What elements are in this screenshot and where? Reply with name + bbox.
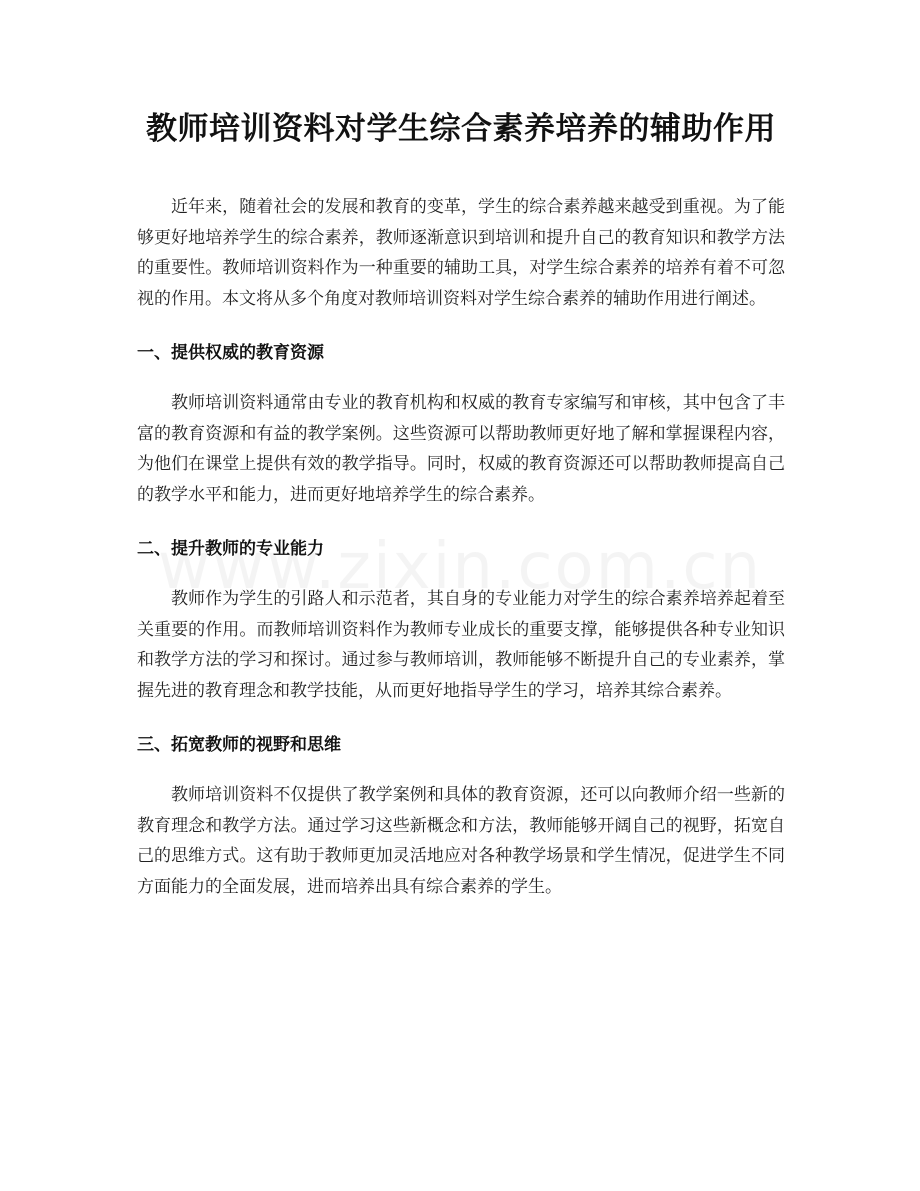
section-3 (137, 732, 785, 902)
section-heading: 二、提升教师的专业能力 (137, 539, 324, 559)
section-1 (137, 340, 785, 510)
section-paragraph: 教师作为学生的引路人和示范者，其自身的专业能力对学生的综合素养培养起着至关重要的作用。而教师培训资料作为教师专业成长的重要支撑，能够提供各种专业知识和教学方法的学习和探讨。通过参与教师培训，教师能够不断提升自己的专业素养，掌握先进的教育理念和教学技能，从而更好地指导学生的学习，培养其综合素养。 (137, 589, 785, 701)
section-heading: 三、拓宽教师的视野和思维 (137, 735, 341, 755)
section-2 (137, 536, 785, 706)
section-paragraph: 教师培训资料通常由专业的教育机构和权威的教育专家编写和审核，其中包含了丰富的教育资源和有益的教学案例。这些资源可以帮助教师更好地了解和掌握课程内容，为他们在课堂上提供有效的教学指导。同时，权威的教育资源还可以帮助教师提高自己的教学水平和能力，进而更好地培养学生的综合素养。 (137, 393, 785, 505)
document-title: 教师培训资料对学生综合素养培养的辅助作用 (146, 111, 776, 147)
intro-paragraph: 近年来，随着社会的发展和教育的变革，学生的综合素养越来越受到重视。为了能够更好地培养学生的综合素养，教师逐渐意识到培训和提升自己的教育知识和教学方法的重要性。教师培训资料作为一种重要的辅助工具，对学生综合素养的培养有着不可忽视的作用。本文将从多个角度对教师培训资料对学生综合素养的辅助作用进行阐述。 (137, 197, 785, 309)
section-heading: 一、提供权威的教育资源 (137, 343, 324, 363)
section-paragraph: 教师培训资料不仅提供了教学案例和具体的教育资源，还可以向教师介绍一些新的教育理念和教学方法。通过学习这些新概念和方法，教师能够开阔自己的视野，拓宽自己的思维方式。这有助于教师更加灵活地应对各种教学场景和学生情况，促进学生不同方面能力的全面发展，进而培养出具有综合素养的学生。 (137, 785, 785, 897)
